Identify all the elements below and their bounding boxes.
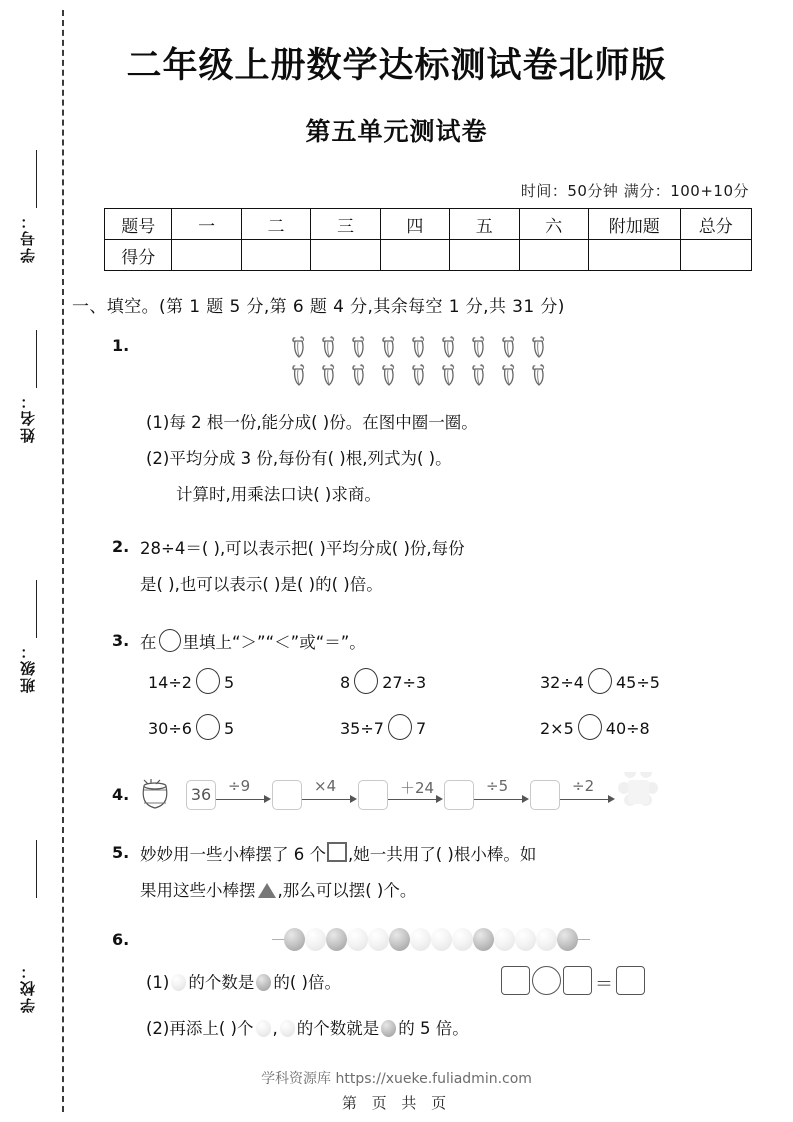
bead-white [347, 928, 368, 951]
question-2-line-1: 28÷4＝( ),可以表示把( )平均分成( )份,每份 [140, 539, 465, 558]
flow-answer-box-3[interactable] [444, 780, 474, 810]
stick-bundle-icon [498, 334, 520, 360]
expr-right: 7 [415, 719, 427, 738]
expr-right: 40÷8 [605, 719, 650, 738]
expr-left: 30÷6 [148, 719, 192, 738]
stick-bundle-icon [528, 362, 550, 388]
equals-sign: ＝ [595, 974, 613, 995]
score-header-cell: 题号 [105, 209, 172, 240]
exam-meta-info: 时间：50分钟 满分：100+10分 [520, 182, 749, 200]
rail-label-student-id [18, 212, 54, 263]
stick-bundle-icon [288, 334, 310, 360]
class-label: 班级： [21, 642, 37, 693]
rail-label-name [18, 392, 54, 443]
equation-box-1[interactable] [501, 966, 530, 995]
score-cell[interactable] [311, 240, 380, 271]
question-3-number: 3. [112, 631, 130, 650]
bead-white-inline-icon [256, 1020, 271, 1037]
question-6-sub2-text-d: 的 5 倍。 [398, 1019, 469, 1038]
compare-circle-icon[interactable] [588, 668, 612, 694]
compare-circle-icon[interactable] [196, 714, 220, 740]
score-header-cell: 五 [450, 209, 519, 240]
score-cell[interactable] [680, 240, 752, 271]
stick-bundle-icon [528, 334, 550, 360]
footer-page-number: 第 页 共 页 [341, 1094, 452, 1112]
stick-bundle-icon [498, 362, 520, 388]
page-subtitle: 第五单元测试卷 [305, 117, 488, 146]
stick-bundle-icon [318, 362, 340, 388]
question-6-sub2-text-b: , [272, 1019, 278, 1038]
score-header-cell: 总分 [680, 209, 752, 240]
flow-answer-box-2[interactable] [358, 780, 388, 810]
bead-gray [326, 928, 347, 951]
fold-dashed-line [62, 10, 64, 1112]
expr-left: 14÷2 [148, 673, 192, 692]
score-cell[interactable] [241, 240, 310, 271]
bead-wire-right [578, 939, 590, 940]
rail-rule-line [36, 150, 37, 208]
bead-white [368, 928, 389, 951]
stick-bundle-icon [348, 334, 370, 360]
bead-white [431, 928, 452, 951]
question-5-text-c: 果用这些小棒摆 [140, 881, 256, 900]
bead-white-inline-icon [280, 1020, 295, 1037]
expr-right: 27÷3 [382, 673, 427, 692]
flow-arrow-5 [560, 776, 616, 809]
question-2-line-2: 是( ),也可以表示( )是( )的( )倍。 [140, 575, 383, 594]
student-name-label: 姓名： [21, 392, 37, 443]
score-cell[interactable] [519, 240, 588, 271]
stick-bundle-icon [288, 362, 310, 388]
bead-gray [284, 928, 305, 951]
question-3-prompt-a: 在 [140, 633, 157, 652]
triangle-shape-icon [258, 883, 276, 898]
question-5-number: 5. [112, 843, 130, 862]
score-header-cell: 三 [311, 209, 380, 240]
question-3-prompt-b: 里填上“＞”“＜”或“＝”。 [182, 633, 366, 652]
question-1-line-2: (2)平均分成 3 份,每份有( )根,列式为( )。 [146, 449, 452, 468]
question-3-expr-2 [340, 668, 426, 698]
rail-group-school [18, 840, 54, 898]
rail-group-class [18, 580, 54, 638]
score-table-header-row [105, 209, 752, 240]
equation-box-3[interactable] [616, 966, 645, 995]
compare-circle-icon[interactable] [354, 668, 378, 694]
question-1-icon-row-2 [288, 362, 550, 388]
compare-circle-icon[interactable] [388, 714, 412, 740]
bead-gray-inline-icon [256, 974, 271, 991]
bead-gray [473, 928, 494, 951]
flow-op-3: ＋24 [400, 778, 435, 797]
page-title: 二年级上册数学达标测试卷北师版 [126, 46, 667, 86]
rail-group-name [18, 330, 54, 388]
bead-gray [389, 928, 410, 951]
score-header-cell: 一 [172, 209, 241, 240]
stick-bundle-icon [468, 334, 490, 360]
score-table [104, 208, 752, 271]
question-6-sub-1 [146, 968, 341, 998]
equation-box-2[interactable] [563, 966, 592, 995]
question-6-sub1-text-c: 的( )倍。 [273, 973, 341, 992]
question-6-sub2-text-c: 的个数就是 [296, 1019, 380, 1038]
score-cell[interactable] [588, 240, 680, 271]
rail-label-class [18, 642, 54, 693]
expr-right: 45÷5 [615, 673, 660, 692]
question-5-text-b: ,她一共用了( )根小棒。如 [348, 845, 537, 864]
rail-rule-line [36, 840, 37, 898]
question-6-equation-boxes [500, 966, 646, 1000]
student-id-label: 学号： [21, 212, 37, 263]
jar-icon [138, 778, 184, 812]
question-3-expr-1 [148, 668, 234, 698]
flow-answer-box-1[interactable] [272, 780, 302, 810]
section-heading-fill-in-blanks: 一、填空。(第 1 题 5 分,第 6 题 4 分,其余每空 1 分,共 31 分) [72, 297, 565, 317]
footer-source-watermark: 学科资源库 https://xueke.fuliadmin.com [261, 1071, 532, 1087]
rail-rule-line [36, 580, 37, 638]
score-cell[interactable] [172, 240, 241, 271]
left-margin-rail [0, 0, 70, 1122]
question-4-number: 4. [112, 785, 130, 804]
equation-operator-circle[interactable] [532, 966, 561, 995]
stick-bundle-icon [378, 362, 400, 388]
score-row-label: 得分 [105, 240, 172, 271]
bead-white [305, 928, 326, 951]
flow-op-4: ÷5 [486, 776, 509, 795]
stick-bundle-icon [408, 362, 430, 388]
question-1-icon-row-1 [288, 334, 550, 360]
rail-rule-line [36, 330, 37, 388]
question-1-line-3: 计算时,用乘法口诀( )求商。 [176, 485, 381, 504]
compare-circle-icon[interactable] [578, 714, 602, 740]
flow-arrow-1 [216, 776, 272, 809]
question-2-number: 2. [112, 537, 130, 556]
question-3-expr-5 [340, 714, 426, 744]
question-1-line-1: (1)每 2 根一份,能分成( )份。在图中圈一圈。 [146, 413, 478, 432]
flow-op-5: ÷2 [572, 776, 595, 795]
score-table-value-row [105, 240, 752, 271]
compare-circle-icon[interactable] [196, 668, 220, 694]
expr-left: 35÷7 [340, 719, 384, 738]
question-3-expr-6 [540, 714, 650, 744]
stick-bundle-icon [378, 334, 400, 360]
bead-white [452, 928, 473, 951]
bead-white [515, 928, 536, 951]
bead-gray-inline-icon [381, 1020, 396, 1037]
expr-right: 5 [223, 673, 235, 692]
square-shape-icon [327, 842, 347, 862]
score-cell[interactable] [450, 240, 519, 271]
expr-left: 32÷4 [540, 673, 584, 692]
question-3-expr-3 [540, 668, 660, 698]
stick-bundle-icon [438, 362, 460, 388]
question-5-line-2 [140, 876, 416, 906]
flow-arrow-3 [388, 778, 444, 809]
question-1-number: 1. [112, 336, 130, 355]
stick-bundle-icon [438, 334, 460, 360]
compare-circle-icon[interactable] [159, 629, 181, 652]
expr-left: 8 [340, 673, 351, 692]
question-6-bead-string [272, 928, 590, 951]
score-header-cell: 四 [380, 209, 449, 240]
school-label: 学校： [21, 962, 37, 1013]
stick-bundle-icon [318, 334, 340, 360]
question-6-sub2-text-a: (2)再添上( )个 [146, 1019, 254, 1038]
question-6-sub-2 [146, 1014, 469, 1044]
flow-arrow-2 [302, 776, 358, 809]
question-4-flowchart [138, 772, 660, 817]
question-5-text-d: ,那么可以摆( )个。 [277, 881, 417, 900]
flow-op-1: ÷9 [228, 776, 251, 795]
flow-start-value: 36 [186, 780, 216, 810]
flower-shape-icon[interactable] [616, 772, 660, 817]
flow-op-2: ×4 [314, 776, 337, 795]
question-5-text-a: 妙妙用一些小棒摆了 6 个 [140, 845, 326, 864]
flow-arrow-4 [474, 776, 530, 809]
score-header-cell: 二 [241, 209, 310, 240]
flow-answer-box-4[interactable] [530, 780, 560, 810]
bead-wire-left [272, 939, 284, 940]
bead-white [494, 928, 515, 951]
bead-gray [557, 928, 578, 951]
score-cell[interactable] [380, 240, 449, 271]
question-6-sub1-text-b: 的个数是 [188, 973, 255, 992]
question-3-expr-4 [148, 714, 234, 744]
stick-bundle-icon [348, 362, 370, 388]
bead-white-inline-icon [171, 974, 186, 991]
score-header-cell: 六 [519, 209, 588, 240]
stick-bundle-icon [468, 362, 490, 388]
bead-white [410, 928, 431, 951]
bead-white [536, 928, 557, 951]
question-6-number: 6. [112, 930, 130, 949]
expr-left: 2×5 [540, 719, 574, 738]
question-6-sub1-index: (1) [146, 973, 170, 992]
rail-group-student-id [18, 150, 54, 208]
question-5-line-1 [140, 840, 536, 870]
score-header-cell: 附加题 [588, 209, 680, 240]
expr-right: 5 [223, 719, 235, 738]
rail-label-school [18, 962, 54, 1013]
stick-bundle-icon [408, 334, 430, 360]
question-3-prompt [140, 628, 366, 658]
